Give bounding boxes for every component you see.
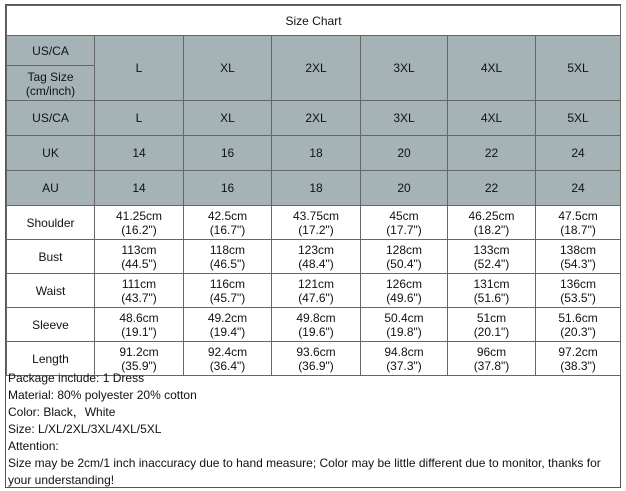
measurement-cell: [361, 274, 448, 308]
cm-value: 116cm: [209, 276, 246, 291]
cm-value: 46.25cm: [468, 208, 515, 223]
header-row: [7, 36, 621, 101]
cm-value: 118cm: [209, 242, 246, 257]
header-label-cell: [7, 36, 95, 101]
conversion-cell: 16: [184, 136, 272, 171]
cm-value: 45cm: [389, 208, 419, 223]
inch-value: (17.7"): [386, 222, 422, 237]
measurement-row: [7, 274, 621, 308]
inch-value: (17.2"): [298, 222, 334, 237]
cm-value: 138cm: [560, 242, 597, 257]
inch-value: (53.5"): [560, 290, 596, 305]
row-label: Shoulder: [7, 206, 95, 240]
measurement-cell: [272, 308, 361, 342]
conversion-cell: 2XL: [272, 101, 361, 136]
conversion-cell: 24: [536, 171, 621, 206]
inch-value: (37.3"): [386, 358, 422, 373]
row-label: Bust: [7, 240, 95, 274]
cm-value: 51.6cm: [558, 310, 598, 325]
cm-value: 41.25cm: [115, 208, 163, 223]
header-size-cell: XL: [184, 36, 272, 101]
measurement-cell: [272, 240, 361, 274]
inch-value: (47.6"): [298, 290, 334, 305]
measurement-cell: [361, 308, 448, 342]
inch-value: (19.4"): [209, 324, 246, 339]
inch-value: (20.1"): [473, 324, 510, 339]
row-label: Waist: [7, 274, 95, 308]
measurement-cell: [536, 206, 621, 240]
cm-value: 50.4cm: [384, 310, 424, 325]
inch-value: (44.5"): [121, 256, 157, 271]
attention-note: Attention:: [8, 439, 59, 453]
header-label-top: US/CA: [7, 38, 94, 66]
cm-value: 93.6cm: [296, 344, 336, 359]
inch-value: (45.7"): [209, 290, 246, 305]
measurement-cell: [95, 206, 184, 240]
header-size-cell: 2XL: [272, 36, 361, 101]
size-note: Size: L/XL/2XL/3XL/4XL/5XL: [8, 422, 162, 436]
conversion-cell: 22: [448, 136, 536, 171]
conversion-cell: L: [95, 101, 184, 136]
cm-value: 126cm: [385, 276, 423, 291]
measurement-cell: [95, 240, 184, 274]
conversion-cell: 3XL: [361, 101, 448, 136]
inch-value: (49.6"): [386, 290, 422, 305]
disclaimer-note: Size may be 2cm/1 inch inaccuracy due to hand measure; Color may be little different due to monitor, thanks for your understanding!: [8, 456, 601, 487]
header-size-cell: L: [95, 36, 184, 101]
conversion-cell: 5XL: [536, 101, 621, 136]
title-row: [7, 6, 621, 36]
conversion-cell: 20: [361, 136, 448, 171]
measurement-cell: [448, 274, 536, 308]
row-label: AU: [7, 171, 95, 206]
cm-value: 94.8cm: [384, 344, 424, 359]
size-chart-title: Size Chart: [7, 6, 621, 36]
measurement-cell: [184, 240, 272, 274]
conversion-row-usca: [7, 101, 621, 136]
measurement-cell: [361, 240, 448, 274]
cm-value: 47.5cm: [558, 208, 598, 223]
measurement-row: [7, 308, 621, 342]
row-label: UK: [7, 136, 95, 171]
measurement-cell: [448, 206, 536, 240]
measurement-cell: [448, 240, 536, 274]
cm-value: 121cm: [297, 276, 335, 291]
row-label: Sleeve: [7, 308, 95, 342]
cm-value: 43.75cm: [292, 208, 340, 223]
measurement-cell: [95, 274, 184, 308]
cm-value: 51cm: [476, 310, 507, 325]
inch-value: (36.9"): [298, 358, 334, 373]
conversion-row-uk: [7, 136, 621, 171]
measurement-cell: [536, 240, 621, 274]
conversion-cell: 18: [272, 136, 361, 171]
cm-value: 49.2cm: [207, 310, 248, 325]
conversion-cell: 14: [95, 171, 184, 206]
measurement-cell: [272, 274, 361, 308]
measurement-cell: [448, 308, 536, 342]
measurement-cell: [184, 274, 272, 308]
measurement-cell: [184, 206, 272, 240]
product-notes: [6, 370, 622, 489]
measurement-cell: [361, 206, 448, 240]
cm-value: 91.2cm: [119, 344, 159, 359]
conversion-cell: 22: [448, 171, 536, 206]
cm-value: 123cm: [297, 242, 335, 257]
inch-value: (52.4"): [473, 256, 510, 271]
inch-value: (38.3"): [560, 358, 596, 373]
inch-value: (16.2"): [121, 222, 157, 237]
cm-value: 136cm: [560, 276, 597, 291]
row-label: US/CA: [7, 101, 95, 136]
cm-value: 49.8cm: [296, 310, 336, 325]
inch-value: (37.8"): [473, 358, 510, 373]
measurement-row: [7, 206, 621, 240]
inch-value: (43.7"): [121, 290, 157, 305]
conversion-cell: 18: [272, 171, 361, 206]
material-note: Material: 80% polyester 20% cotton: [8, 388, 197, 402]
inch-value: (46.5"): [209, 256, 246, 271]
cm-value: 133cm: [473, 242, 510, 257]
conversion-cell: XL: [184, 101, 272, 136]
size-chart-sheet: [5, 4, 621, 488]
cm-value: 111cm: [121, 276, 157, 291]
measurement-cell: [272, 206, 361, 240]
header-label-bottom-2: (cm/inch): [25, 84, 76, 98]
inch-value: (35.9"): [121, 358, 157, 373]
inch-value: (36.4"): [209, 358, 246, 373]
package-note: Package include: 1 Dress: [8, 371, 145, 385]
measurement-cell: [184, 308, 272, 342]
cm-value: 113cm: [121, 242, 157, 257]
conversion-cell: 16: [184, 171, 272, 206]
inch-value: (16.7"): [209, 222, 246, 237]
conversion-cell: 20: [361, 171, 448, 206]
cm-value: 48.6cm: [119, 310, 159, 325]
measurement-row: [7, 240, 621, 274]
inch-value: (18.7"): [560, 222, 596, 237]
cm-value: 96cm: [476, 344, 507, 359]
cm-value: 92.4cm: [207, 344, 248, 359]
cm-value: 42.5cm: [207, 208, 248, 223]
measurement-rows: [7, 206, 621, 376]
cm-value: 131cm: [473, 276, 510, 291]
cm-value: 128cm: [385, 242, 423, 257]
inch-value: (50.4"): [386, 256, 422, 271]
inch-value: (20.3"): [560, 324, 596, 339]
measurement-cell: [95, 308, 184, 342]
inch-value: (19.6"): [298, 324, 334, 339]
color-note: Color: Black，White: [8, 405, 116, 419]
inch-value: (18.2"): [473, 222, 510, 237]
inch-value: (54.3"): [560, 256, 596, 271]
row-label: Length: [7, 342, 95, 376]
cm-value: 97.2cm: [558, 344, 598, 359]
inch-value: (19.1"): [121, 324, 157, 339]
inch-value: (51.6"): [473, 290, 510, 305]
inch-value: (19.8"): [386, 324, 422, 339]
size-chart-table: [6, 5, 621, 376]
conversion-cell: 14: [95, 136, 184, 171]
header-size-cell: 3XL: [361, 36, 448, 101]
header-label-bottom-1: Tag Size: [27, 70, 74, 84]
header-size-cell: 4XL: [448, 36, 536, 101]
inch-value: (48.4"): [298, 256, 334, 271]
conversion-cell: 24: [536, 136, 621, 171]
measurement-cell: [536, 274, 621, 308]
conversion-row-au: [7, 171, 621, 206]
header-size-cell: 5XL: [536, 36, 621, 101]
conversion-cell: 4XL: [448, 101, 536, 136]
measurement-cell: [536, 308, 621, 342]
